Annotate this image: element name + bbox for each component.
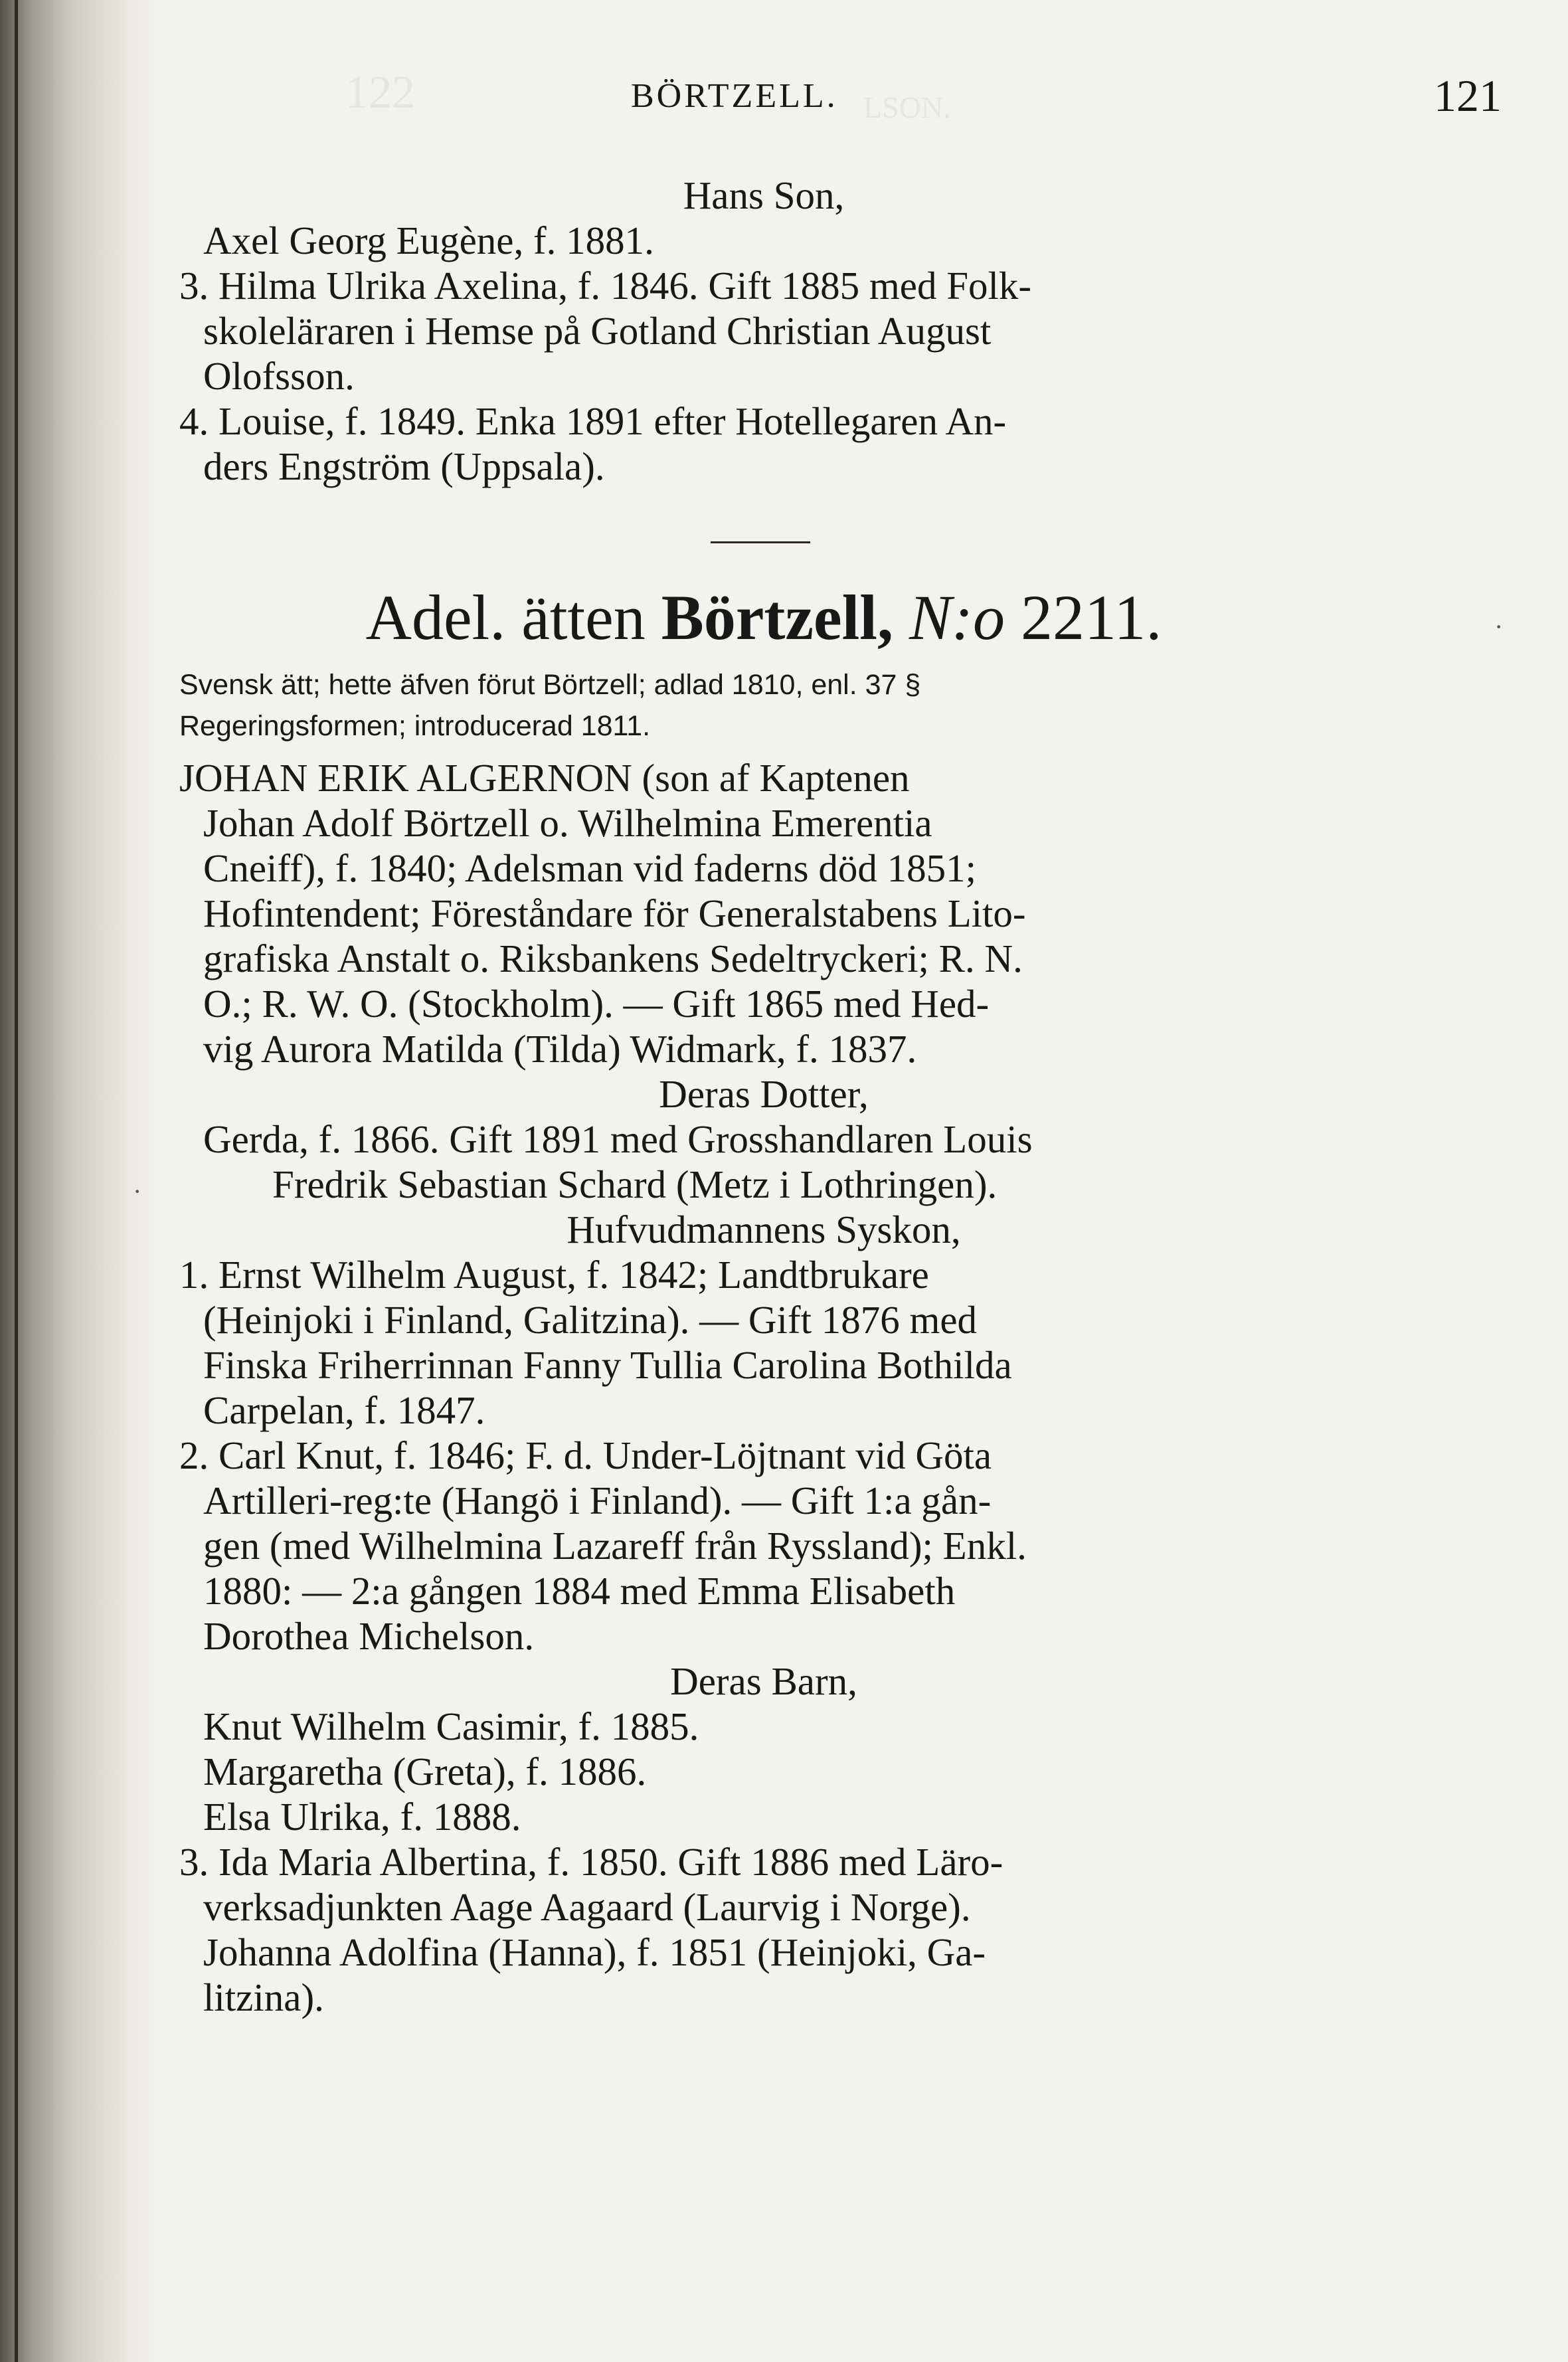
margin-mark: · xyxy=(1494,612,1504,642)
section-divider xyxy=(711,541,810,543)
block2-line: grafiska Anstalt o. Riksbankens Sedeltryckeri; R. N. xyxy=(203,937,1023,980)
block2-line: Artilleri-reg:te (Hangö i Finland). — Gift 1:a gån- xyxy=(203,1479,992,1522)
block2-line: Deras Dotter, xyxy=(659,1072,869,1116)
bleed-through-name: LSON. xyxy=(863,90,951,124)
block2-line: Elsa Ulrika, f. 1888. xyxy=(203,1795,521,1839)
block2-line: gen (med Wilhelmina Lazareff från Ryssland); Enkl. xyxy=(203,1524,1027,1568)
block2-line: vig Aurora Matilda (Tilda) Widmark, f. 1837. xyxy=(203,1027,917,1071)
block2-line: Hufvudmannens Syskon, xyxy=(566,1208,961,1251)
intro-line: Regeringsformen; introducerad 1811. xyxy=(179,710,651,742)
block2-line: Carpelan, f. 1847. xyxy=(203,1388,485,1432)
block2-line: Hofintendent; Föreståndare för Generalstabens Lito- xyxy=(203,891,1026,935)
running-head-title: BÖRTZELL. xyxy=(631,77,838,115)
block1-line: skoleläraren i Hemse på Gotland Christian August xyxy=(203,309,992,353)
page-number: 121 xyxy=(1434,70,1502,121)
block2-line: JOHAN ERIK ALGERNON (son af Kaptenen xyxy=(179,756,910,800)
block2-line: verksadjunkten Aage Aagaard (Laurvig i Norge). xyxy=(203,1885,971,1929)
block1-line: 4. Louise, f. 1849. Enka 1891 efter Hotellegaren An- xyxy=(179,399,1007,443)
margin-mark: · xyxy=(133,1176,142,1206)
block2-line: Finska Friherrinnan Fanny Tullia Carolina Bothilda xyxy=(203,1343,1012,1387)
block2-line: (Heinjoki i Finland, Galitzina). — Gift 1876 med xyxy=(203,1298,978,1342)
section-intro xyxy=(179,664,1348,747)
block2-line: 1880: — 2:a gången 1884 med Emma Elisabeth xyxy=(203,1569,956,1613)
entry-block-top xyxy=(179,173,1348,489)
binding-edge xyxy=(15,0,18,2362)
block2-line: Deras Barn, xyxy=(670,1659,857,1703)
section-title-name: Börtzell, xyxy=(661,582,893,653)
block2-line: 2. Carl Knut, f. 1846; F. d. Under-Löjtnant vid Göta xyxy=(179,1433,992,1477)
block2-line: Gerda, f. 1866. Gift 1891 med Grosshandlaren Louis xyxy=(203,1117,1033,1161)
block2-line: Fredrik Sebastian Schard (Metz i Lothringen). xyxy=(272,1162,998,1206)
block2-line: 1. Ernst Wilhelm August, f. 1842; Landtbrukare xyxy=(179,1253,929,1297)
bleed-through-number: 122 xyxy=(345,67,415,118)
block2-line: Margaretha (Greta), f. 1886. xyxy=(203,1750,647,1793)
block1-line: Olofsson. xyxy=(203,354,355,398)
block1-line: ders Engström (Uppsala). xyxy=(203,444,605,488)
intro-line: Svensk ätt; hette äfven förut Börtzell; adlad 1810, enl. 37 § xyxy=(179,669,921,701)
block2-line: Knut Wilhelm Casimir, f. 1885. xyxy=(203,1704,699,1748)
block1-line: Hans Son, xyxy=(683,173,845,217)
block1-line: Axel Georg Eugène, f. 1881. xyxy=(203,219,654,262)
running-head xyxy=(199,70,1502,123)
section-title-prefix: Adel. ätten xyxy=(365,582,646,653)
block2-line: litzina). xyxy=(203,1975,324,2019)
block2-line: Johanna Adolfina (Hanna), f. 1851 (Heinjoki, Ga- xyxy=(203,1930,986,1974)
block2-line: Johan Adolf Börtzell o. Wilhelmina Emerentia xyxy=(203,801,932,845)
section-title-number-label: N:o xyxy=(909,582,1005,653)
entry-block-main xyxy=(179,754,1348,2019)
section-title xyxy=(179,581,1348,654)
block2-line: Dorothea Michelson. xyxy=(203,1614,535,1658)
block2-line: 3. Ida Maria Albertina, f. 1850. Gift 1886 med Läro- xyxy=(179,1840,1003,1884)
block1-line: 3. Hilma Ulrika Axelina, f. 1846. Gift 1885 med Folk- xyxy=(179,264,1032,308)
block2-line: O.; R. W. O. (Stockholm). — Gift 1865 med Hed- xyxy=(203,982,990,1026)
section-title-number: 2211. xyxy=(1020,582,1162,653)
block2-line: Cneiff), f. 1840; Adelsman vid faderns död 1851; xyxy=(203,846,976,890)
